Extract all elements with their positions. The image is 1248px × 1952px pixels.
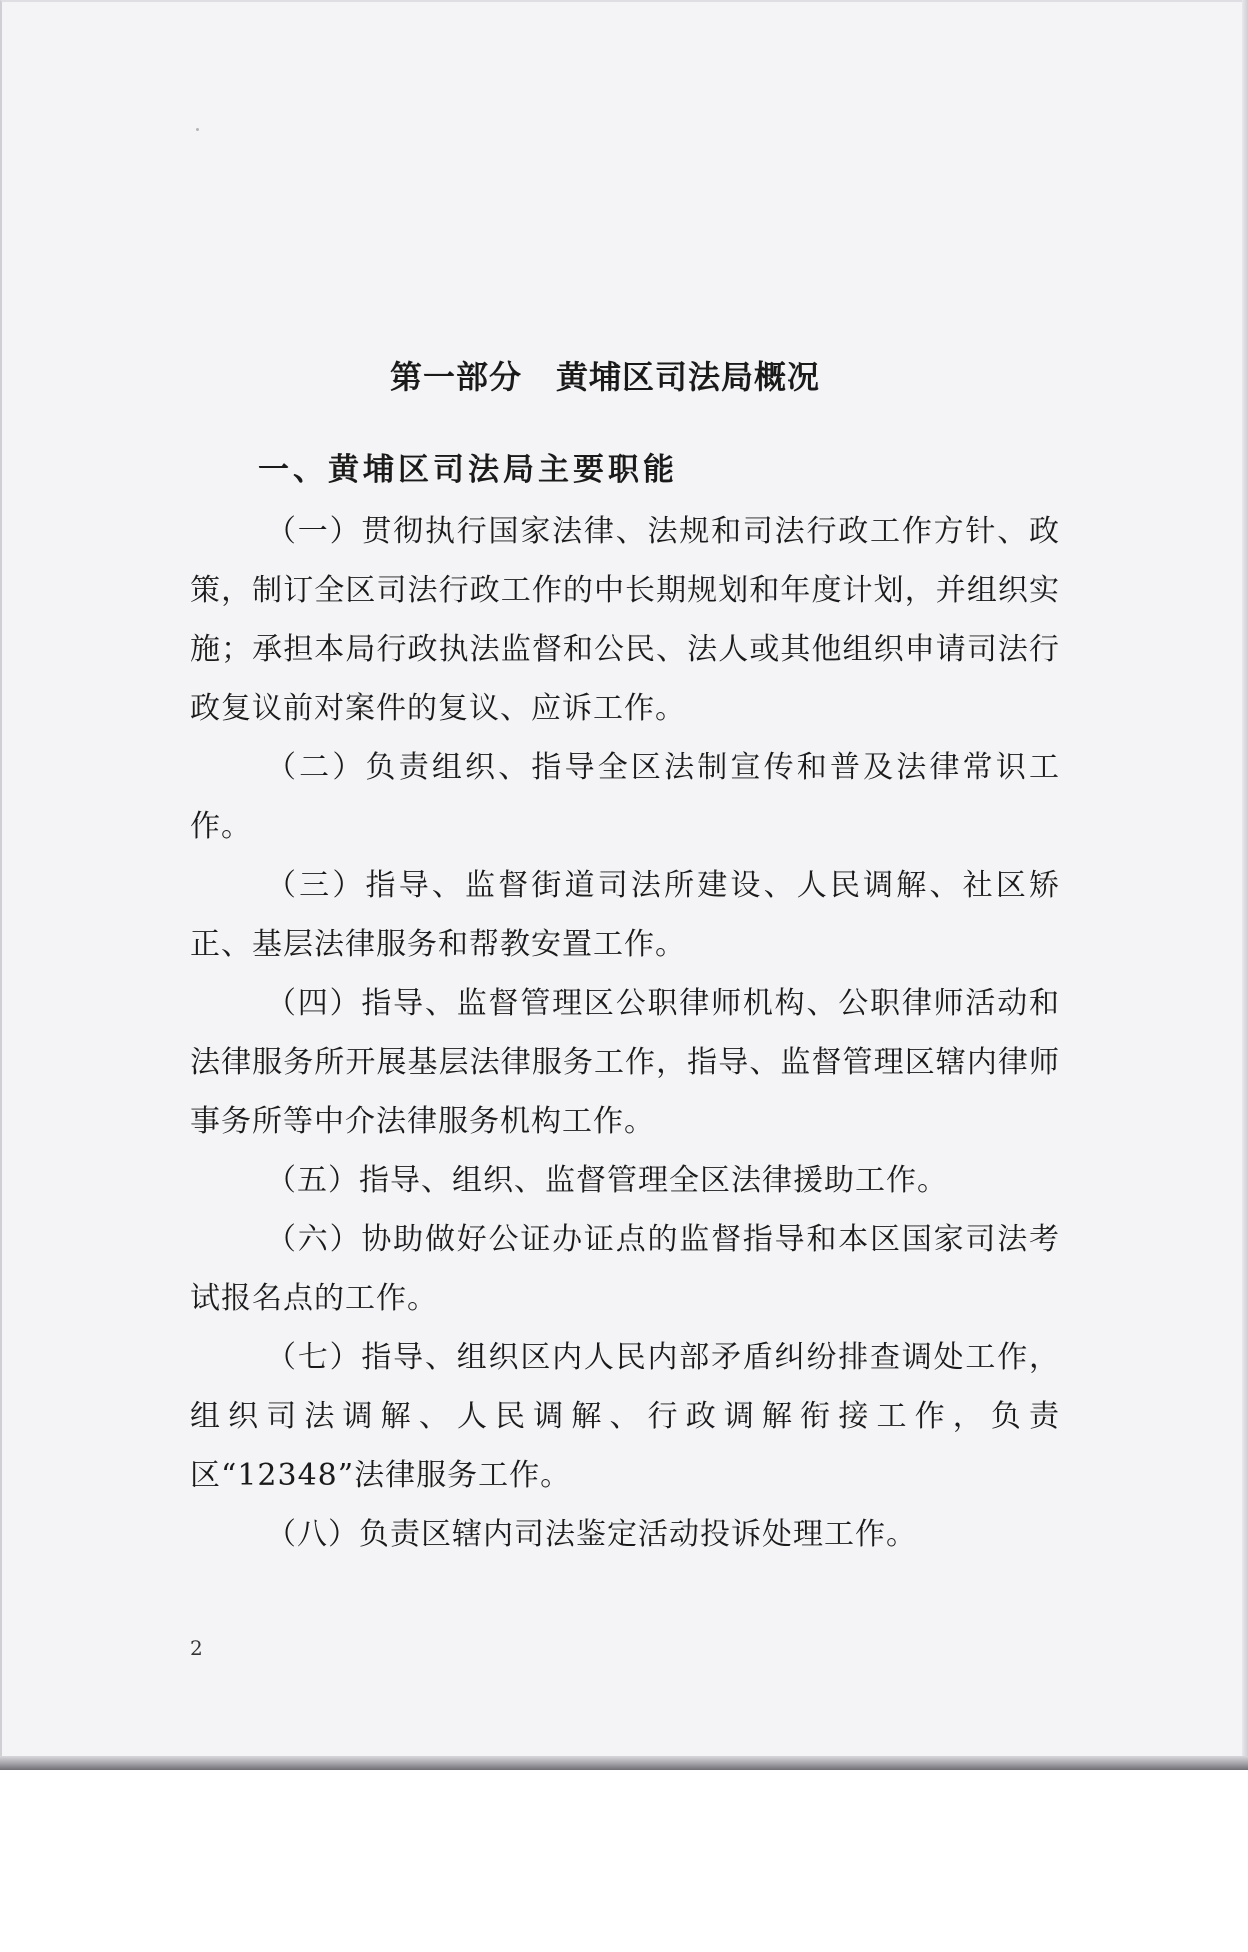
scan-edge-bottom [0,1756,1248,1770]
paragraph: （二）负责组织、指导全区法制宣传和普及法律常识工作。 [190,750,1060,844]
paragraph: （五）指导、组织、监督管理全区法律援助工作。 [266,1163,948,1198]
page-title [0,352,1210,398]
scan-edge-right [1242,0,1248,1768]
paragraph: （一）贯彻执行国家法律、法规和司法行政工作方针、政策，制订全区司法行政工作的中长期规划和年度计划，并组织实施；承担本局行政执法监督和公民、法人或其他组织申请司法行政复议前对案件的复议、应诉工作。 [190,514,1060,726]
paragraph: （六）协助做好公证办证点的监督指导和本区国家司法考试报名点的工作。 [190,1222,1060,1316]
scan-speck [196,128,199,131]
title-name: 黄埔区司法局概况 [556,358,821,396]
paragraph: （四）指导、监督管理区公职律师机构、公职律师活动和法律服务所开展基层法律服务工作，指导、监督管理区辖内律师事务所等中介法律服务机构工作。 [190,986,1060,1139]
document-body [190,502,1060,1564]
paragraph: （三）指导、监督街道司法所建设、人民调解、社区矫正、基层法律服务和帮教安置工作。 [190,868,1060,962]
title-part: 第一部分 [389,358,522,396]
page-number: 2 [190,1636,203,1660]
section-heading: 一、黄埔区司法局主要职能 [258,452,678,488]
paragraph: （八）负责区辖内司法鉴定活动投诉处理工作。 [266,1517,917,1552]
paragraph: （七）指导、组织区内人民内部矛盾纠纷排查调处工作，组织司法调解、人民调解、行政调解衔接工作，负责区“12348”法律服务工作。 [190,1340,1060,1493]
